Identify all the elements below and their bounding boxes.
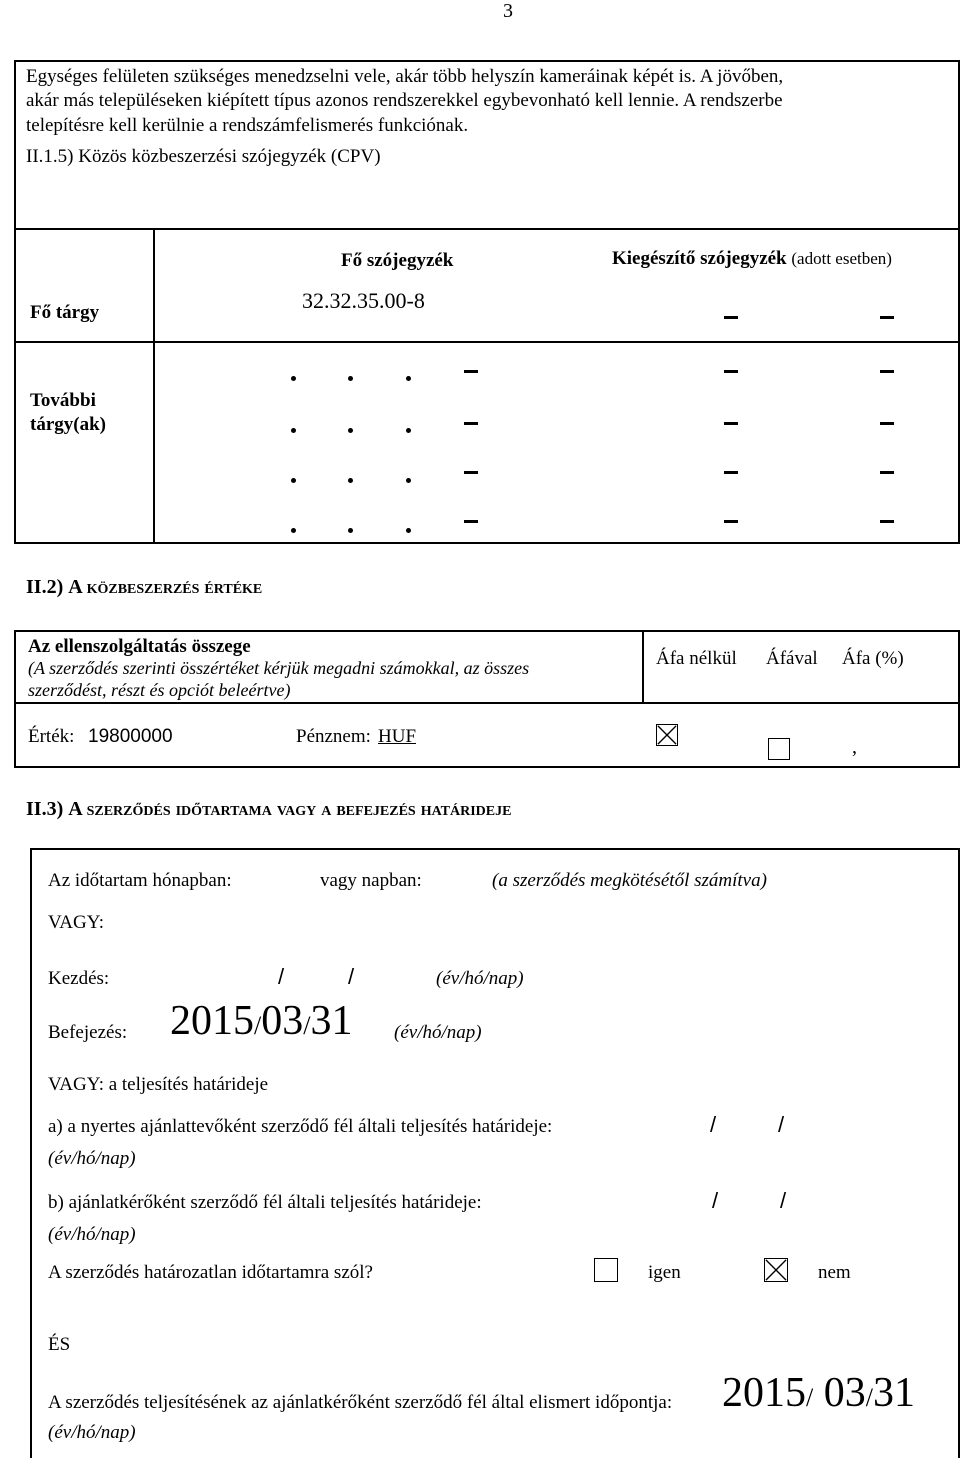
supp-dash — [880, 422, 894, 425]
supp-dash — [724, 520, 738, 523]
code-dash — [464, 370, 478, 373]
duration-days-label: vagy napban: — [320, 870, 422, 891]
recognized-day: 31 — [872, 1370, 915, 1416]
start-label: Kezdés: — [48, 968, 110, 989]
vat-pct-field[interactable]: , — [852, 736, 857, 758]
value-table — [14, 630, 960, 768]
code-dot — [348, 376, 353, 381]
main-object-code[interactable]: 32.32.35.00-8 — [302, 288, 425, 313]
code-dash — [464, 422, 478, 425]
deadline-a-format: (év/hó/nap) — [48, 1148, 136, 1169]
value-heading-num: II.2) — [26, 576, 64, 598]
currency-field[interactable]: HUF — [378, 726, 417, 747]
intro-line-3: telepítésre kell kerülnie a rendszámfelismerés funkciónak. — [26, 115, 469, 136]
indefinite-no-checkbox[interactable] — [764, 1258, 788, 1282]
code-dot — [291, 376, 296, 381]
recognized-month: 03 — [823, 1370, 866, 1416]
supp-dash — [724, 471, 738, 474]
no-vat-checkbox[interactable] — [656, 724, 678, 746]
code-dot — [348, 478, 353, 483]
code-dot — [348, 528, 353, 533]
value-col-divider — [642, 632, 644, 702]
recognized-sep: / — [806, 1383, 814, 1412]
duration-note: (a szerződés megkötésétől számítva) — [492, 870, 767, 891]
or-deadline-label: VAGY: a teljesítés határideje — [48, 1074, 269, 1095]
value-row-divider — [16, 702, 958, 704]
duration-section-heading — [26, 798, 511, 821]
deadline-b-sep-2: / — [780, 1188, 787, 1213]
end-label: Befejezés: — [48, 1022, 128, 1043]
additional-label-2: tárgy(ak) — [30, 414, 106, 435]
code-dash — [464, 471, 478, 474]
supp-dash — [880, 370, 894, 373]
recognized-year: 2015 — [722, 1370, 806, 1416]
code-dot — [291, 478, 296, 483]
value-heading-text: A közbeszerzés értéke — [68, 576, 263, 598]
code-dot — [291, 428, 296, 433]
additional-label-1: További — [30, 390, 96, 411]
cpv-table — [14, 228, 960, 544]
intro-line-1: Egységes felületen szükséges menedzselni vele, akár több helyszín kameráinak képét is. A jövőben, — [26, 66, 784, 87]
amount-note-2: szerződést, részt és opciót beleértve) — [28, 680, 291, 700]
deadline-a-sep-1: / — [710, 1112, 717, 1137]
intro-box — [14, 60, 960, 230]
currency-label: Pénznem: — [296, 726, 371, 747]
supp-dash — [880, 520, 894, 523]
indefinite-label: A szerződés határozatlan időtartamra szól? — [48, 1262, 373, 1283]
duration-heading-text: A szerződés időtartama vagy a befejezés határideje — [68, 798, 512, 820]
amount-label: Az ellenszolgáltatás összege — [28, 636, 251, 657]
code-dot — [406, 376, 411, 381]
col-no-vat: Áfa nélkül — [656, 648, 737, 669]
page-number: 3 — [503, 0, 513, 22]
main-vocab-header: Fő szójegyzék — [341, 250, 454, 271]
deadline-b-sep-1: / — [712, 1188, 719, 1213]
supp-vocab-header — [612, 248, 892, 270]
main-object-label: Fő tárgy — [30, 302, 100, 323]
col-with-vat: Áfával — [766, 648, 818, 669]
end-year: 2015 — [170, 998, 254, 1044]
duration-months-label: Az időtartam hónapban: — [48, 870, 232, 891]
supp-vocab-title: Kiegészítő szójegyzék — [612, 248, 787, 269]
supp-dash — [724, 370, 738, 373]
supp-vocab-note: (adott esetben) — [791, 249, 892, 268]
supp-dash — [880, 471, 894, 474]
code-dot — [291, 528, 296, 533]
code-dot — [406, 428, 411, 433]
deadline-a-label: a) a nyertes ajánlattevőként szerződő fél általi teljesítés határideje: — [48, 1116, 553, 1137]
with-vat-checkbox[interactable] — [768, 738, 790, 760]
check-x-icon — [657, 725, 677, 745]
cpv-col-divider — [153, 230, 155, 542]
cpv-heading: II.1.5) Közös közbeszerzési szójegyzék (CPV) — [26, 146, 381, 167]
recognized-sep: / — [865, 1383, 873, 1412]
value-field[interactable]: 19800000 — [88, 726, 173, 747]
value-label: Érték: — [28, 726, 75, 747]
code-dot — [406, 478, 411, 483]
or-label-1: VAGY: — [48, 912, 104, 933]
start-format: (év/hó/nap) — [436, 968, 524, 989]
code-dot — [348, 428, 353, 433]
and-label: ÉS — [48, 1334, 71, 1355]
intro-line-2: akár más településeken kiépített típus azonos rendszerekkel egybevonható kell lennie. A rendszerbe — [26, 90, 783, 111]
code-dot — [406, 528, 411, 533]
col-vat-pct: Áfa (%) — [842, 648, 904, 669]
end-day: 31 — [310, 998, 353, 1044]
end-sep: / — [254, 1011, 262, 1040]
value-section-heading — [26, 576, 262, 599]
end-date[interactable] — [170, 1000, 352, 1042]
duration-box — [30, 848, 960, 1458]
end-format: (év/hó/nap) — [394, 1022, 482, 1043]
recognized-label: A szerződés teljesítésének az ajánlatkérőként szerződő fél által elismert időpontja: — [48, 1392, 673, 1413]
cpv-row-divider — [16, 341, 958, 343]
deadline-b-format: (év/hó/nap) — [48, 1224, 136, 1245]
recognized-format: (év/hó/nap) — [48, 1422, 136, 1443]
code-dash — [464, 520, 478, 523]
amount-note-1: (A szerződés szerinti összértéket kérjük megadni számokkal, az összes — [28, 658, 530, 678]
end-month: 03 — [261, 998, 304, 1044]
check-x-icon — [765, 1259, 787, 1281]
deadline-a-sep-2: / — [778, 1112, 785, 1137]
supp-dash — [724, 422, 738, 425]
start-sep-1: / — [278, 964, 285, 989]
duration-heading-num: II.3) — [26, 798, 64, 820]
end-sep: / — [303, 1011, 311, 1040]
deadline-b-label: b) ajánlatkérőként szerződő fél általi teljesítés határideje: — [48, 1192, 482, 1213]
main-supp-1-dash — [724, 316, 738, 319]
indefinite-yes-checkbox[interactable] — [594, 1258, 618, 1282]
indefinite-no-label: nem — [818, 1262, 851, 1283]
start-sep-2: / — [348, 964, 355, 989]
main-supp-2-dash — [880, 316, 894, 319]
recognized-date[interactable] — [722, 1372, 915, 1414]
indefinite-yes-label: igen — [648, 1262, 681, 1283]
